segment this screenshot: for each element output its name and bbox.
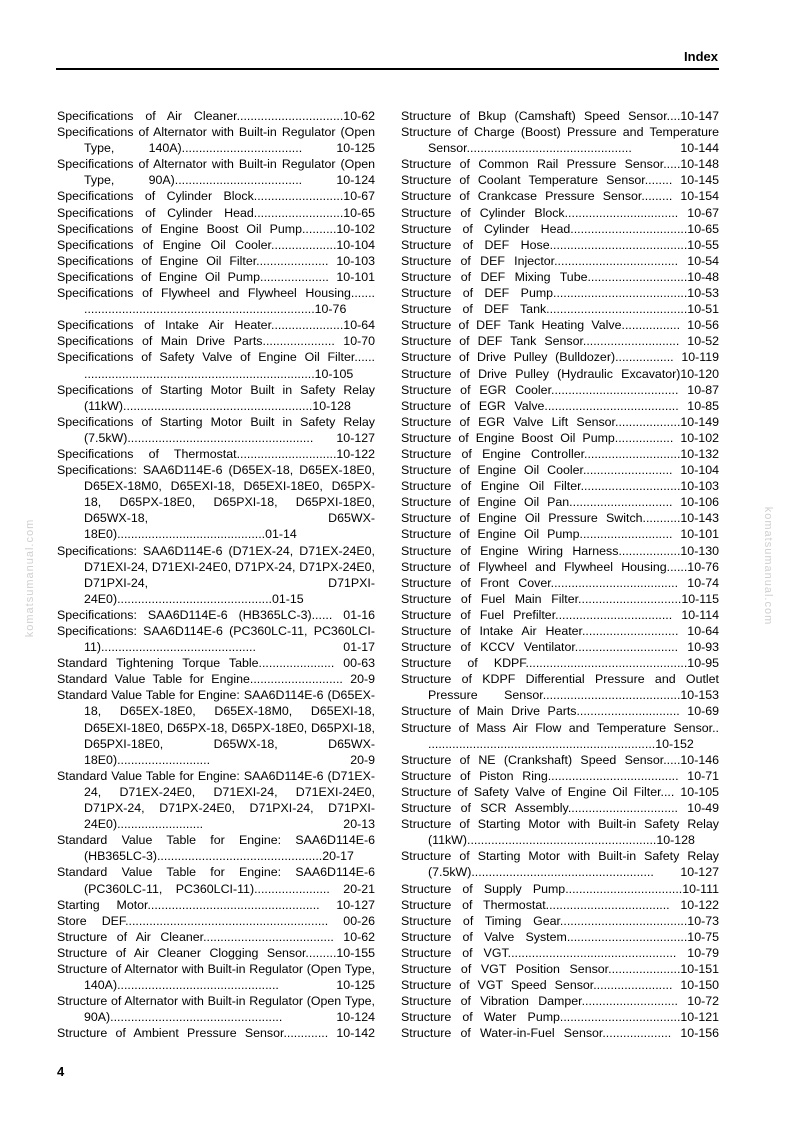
index-entry: Structure of EGR Cooler..................................... 10-87: [401, 382, 719, 397]
index-entry: Structure of Water Pump...................................10-121: [401, 1010, 719, 1025]
index-entry: Structure of Starting Motor with Built-in Safety Relay (11kW).......................................................10-128: [401, 817, 719, 848]
watermark-left: komatsumanual.com: [24, 518, 36, 638]
index-entry: Structure of DEF Injector.................................... 10-54: [401, 253, 719, 268]
index-entry: Structure of Vibration Damper............................ 10-72: [401, 994, 719, 1009]
index-entry: Structure of Engine Boost Oil Pump................. 10-102: [401, 430, 719, 445]
index-entry: Structure of Coolant Temperature Sensor........ 10-145: [401, 173, 719, 188]
index-entry: Store DEF........................................................... 00-26: [57, 913, 375, 928]
index-entry: Specifications of Engine Oil Pump.................... 10-101: [57, 269, 375, 284]
index-entry: Structure of DEF Pump.......................................10-53: [401, 286, 719, 301]
index-entry: Structure of Engine Oil Pressure Switch...........10-143: [401, 511, 719, 526]
index-entry: Specifications of Alternator with Built-in Regulator (Open Type, 140A)................................... 10-125: [57, 125, 375, 156]
index-entry: Structure of Thermostat.................................... 10-122: [401, 897, 719, 912]
index-entry: Specifications: SAA6D114E-6 (HB365LC-3)...... 01-16: [57, 607, 375, 622]
index-entry: Specifications of Safety Valve of Engine Oil Filter...... ...................................................................10-105: [57, 350, 375, 381]
index-entry: Structure of Front Cover..................................... 10-74: [401, 575, 719, 590]
index-entry: Specifications of Main Drive Parts..................... 10-70: [57, 334, 375, 349]
index-entry: Structure of Water-in-Fuel Sensor.................... 10-156: [401, 1026, 719, 1041]
index-entry: Structure of Intake Air Heater............................ 10-64: [401, 624, 719, 638]
index-entry: Structure of Drive Pulley (Bulldozer)................. 10-119: [401, 350, 719, 365]
index-entry: Structure of Safety Valve of Engine Oil Filter.... 10-105: [401, 784, 719, 799]
index-entry: Structure of Cylinder Head..................................10-65: [401, 221, 719, 236]
index-entry: Structure of Supply Pump..................................10-111: [401, 881, 719, 896]
index-entry: Standard Value Table for Engine: SAA6D114E-6 (D65EX-18, D65EX-18E0, D65EX-18M0, D65EXI-18, D65EXI-18E0, D65PX-18, D65PX-18E0, D65PXI-18, D65PXI-18E0, D65WX-18, D65WX-18E0)........................... 20-9: [57, 688, 375, 767]
index-entry: Specifications of Starting Motor Built in Safety Relay (7.5kW)...................................................... 10-127: [57, 414, 375, 445]
index-entry: Structure of VGT Position Sensor.....................10-151: [401, 961, 719, 976]
index-entry: Structure of Main Drive Parts.............................. 10-69: [401, 704, 719, 719]
index-entry: Structure of KCCV Ventilator.............................. 10-93: [401, 640, 719, 655]
index-entry: Structure of Mass Air Flow and Temperature Sensor.. ..................................................................10-152: [401, 720, 719, 751]
index-entry: Structure of Air Cleaner...................................... 10-62: [57, 929, 375, 944]
index-entry: Structure of Engine Wiring Harness..................10-130: [401, 543, 719, 558]
index-entry: Structure of Ambient Pressure Sensor............. 10-142: [57, 1026, 375, 1041]
index-entry: Structure of SCR Assembly................................ 10-49: [401, 801, 719, 816]
index-entry: Structure of VGT................................................. 10-79: [401, 945, 719, 960]
index-entry: Specifications of Alternator with Built-in Regulator (Open Type, 90A)..................................... 10-124: [57, 157, 375, 188]
index-entry: Standard Value Table for Engine: SAA6D114E-6 (PC360LC-11, PC360LCI-11)...................... 20-21: [57, 865, 375, 896]
index-entry: Structure of DEF Hose........................................10-55: [401, 237, 719, 252]
index-entry: Structure of Engine Oil Pan.............................. 10-106: [401, 495, 719, 510]
index-entry: Standard Value Table for Engine: SAA6D114E-6 (D71EX-24, D71EX-24E0, D71EXI-24, D71EXI-24E0, D71PX-24, D71PX-24E0, D71PXI-24, D71PXI-24E0)......................... 20-13: [57, 768, 375, 832]
index-entry: Structure of Engine Oil Cooler.......................... 10-104: [401, 463, 719, 478]
index-entry: Specifications of Engine Boost Oil Pump..........10-102: [57, 221, 375, 236]
index-entry: Specifications of Intake Air Heater.....................10-64: [57, 318, 375, 333]
index-entry: Structure of Valve System...................................10-75: [401, 929, 719, 944]
index-entry: Structure of Alternator with Built-in Regulator (Open Type, 90A).................................................. 10-124: [57, 994, 375, 1025]
index-entry: Structure of EGR Valve Lift Sensor...................10-149: [401, 414, 719, 429]
index-entry: Structure of Fuel Prefilter.................................. 10-114: [401, 607, 719, 622]
index-entry: Structure of Common Rail Pressure Sensor.....10-148: [401, 157, 719, 172]
watermark-right: komatsumanual.com: [762, 506, 774, 626]
index-entry: Structure of Crankcase Pressure Sensor......... 10-154: [401, 189, 719, 204]
index-entry: Structure of Engine Controller............................10-132: [401, 446, 719, 461]
index-entry: Specifications of Flywheel and Flywheel Housing....... ...................................................................10-76: [57, 286, 375, 317]
index-entry: Specifications of Thermostat.............................10-122: [57, 446, 375, 461]
index-entry: Structure of Drive Pulley (Hydraulic Excavator)10-120: [401, 366, 719, 381]
index-entry: Standard Value Table for Engine........................... 20-9: [57, 672, 375, 687]
index-entry: Specifications: SAA6D114E-6 (PC360LC-11, PC360LCI-11)............................................. 01-17: [57, 624, 375, 655]
index-entry: Specifications of Starting Motor Built in Safety Relay (11kW).......................................................10-128: [57, 382, 375, 413]
index-entry: Specifications of Engine Oil Filter..................... 10-103: [57, 253, 375, 268]
index-entry: Specifications: SAA6D114E-6 (D71EX-24, D71EX-24E0, D71EXI-24, D71EXI-24E0, D71PX-24, D71PX-24E0, D71PXI-24, D71PXI-24E0).............................................01-15: [57, 543, 375, 606]
index-entry: Specifications: SAA6D114E-6 (D65EX-18, D65EX-18E0, D65EX-18M0, D65EXI-18, D65EXI-18E0, D65PX-18, D65PX-18E0, D65PXI-18, D65PXI-18E0, D65WX-18, D65WX-18E0)...........................................01-14: [57, 463, 375, 542]
index-entry: Structure of Bkup (Camshaft) Speed Sensor....10-147: [401, 109, 719, 123]
index-entry: Structure of DEF Tank Sensor............................ 10-52: [401, 334, 719, 349]
index-entry: Structure of Starting Motor with Built-in Safety Relay (7.5kW)..................................................... 10-127: [401, 849, 719, 880]
index-entry: Specifications of Air Cleaner...............................10-62: [57, 109, 375, 123]
index-entry: Structure of Charge (Boost) Pressure and Temperature Sensor................................................ 10-144: [401, 125, 719, 156]
page-number: 4: [57, 1064, 65, 1079]
index-entry: Structure of DEF Tank Heating Valve................. 10-56: [401, 318, 719, 333]
index-entry: Structure of Air Cleaner Clogging Sensor.........10-155: [57, 945, 375, 960]
index-entry: Structure of Flywheel and Flywheel Housing......10-76: [401, 559, 719, 574]
index-entry: Standard Value Table for Engine: SAA6D114E-6 (HB365LC-3)................................................20-17: [57, 833, 375, 864]
index-entry: Starting Motor.................................................. 10-127: [57, 897, 375, 912]
index-entry: Structure of DEF Mixing Tube.............................10-48: [401, 269, 719, 284]
index-entry: Structure of DEF Tank.........................................10-51: [401, 302, 719, 317]
index-entry: Structure of Piston Ring...................................... 10-71: [401, 768, 719, 783]
index-entry: Structure of Timing Gear.....................................10-73: [401, 913, 719, 928]
page-header-title: Index: [684, 49, 718, 64]
index-entry: Structure of KDPF Differential Pressure and Outlet Pressure Sensor........................................10-153: [401, 672, 719, 703]
index-entry: Structure of VGT Speed Sensor....................... 10-150: [401, 978, 719, 993]
index-entry: Structure of Engine Oil Pump........................... 10-101: [401, 527, 719, 542]
index-entry: Structure of Cylinder Block................................. 10-67: [401, 205, 719, 220]
index-entry: Structure of Fuel Main Filter..............................10-115: [401, 591, 719, 606]
index-entry: Structure of Engine Oil Filter.............................10-103: [401, 479, 719, 494]
index-column-right: [401, 108, 719, 1041]
header-rule: [56, 68, 719, 70]
index-entry: Specifications of Cylinder Block..........................10-67: [57, 189, 375, 204]
index-entry: Structure of KDPF...............................................10-95: [401, 656, 719, 671]
index-entry: Structure of EGR Valve....................................... 10-85: [401, 398, 719, 413]
index-column-left: [57, 108, 375, 1041]
index-entry: Specifications of Engine Oil Cooler...................10-104: [57, 237, 375, 252]
index-entry: Standard Tightening Torque Table...................... 00-63: [57, 656, 375, 671]
index-entry: Specifications of Cylinder Head..........................10-65: [57, 205, 375, 220]
index-entry: Structure of Alternator with Built-in Regulator (Open Type, 140A)............................................... 10-125: [57, 961, 375, 993]
index-entry: Structure of NE (Crankshaft) Speed Sensor.....10-146: [401, 752, 719, 767]
